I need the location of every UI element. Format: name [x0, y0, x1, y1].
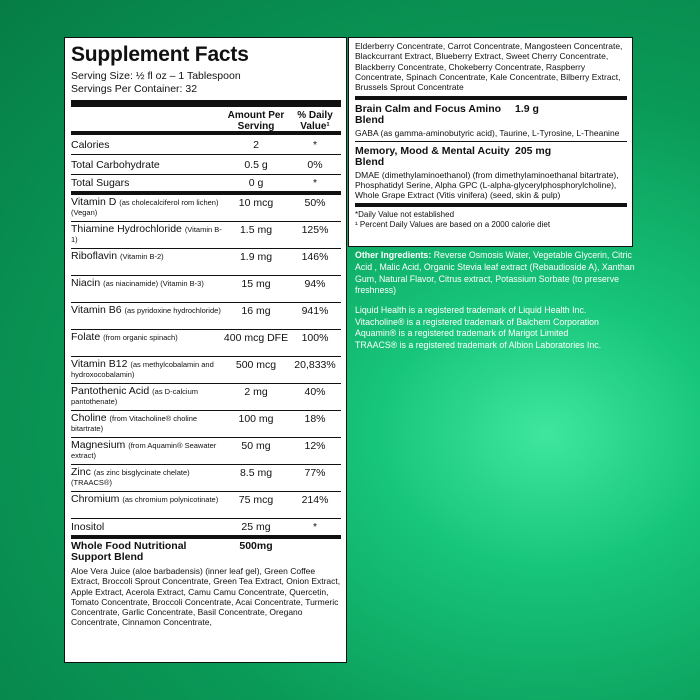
nutrient-name: Choline	[71, 412, 107, 424]
blend-amount: 500mg	[239, 540, 273, 552]
nutrient-cell	[71, 178, 223, 188]
panel-title: Supplement Facts	[71, 43, 249, 66]
nutrient-amount: 0.5 g	[244, 158, 268, 171]
nutrient-name: Niacin	[71, 277, 101, 289]
nutrient-name: Total Sugars	[71, 177, 130, 189]
nutrient-amount: 16 mg	[241, 305, 271, 317]
brain-blend-amount: 1.9 g	[515, 103, 539, 116]
nutrient-table	[71, 131, 341, 539]
nutrient-name: Calories	[71, 138, 110, 151]
nutrient-dv: *	[312, 138, 318, 151]
nutrient-name: Riboflavin	[71, 250, 118, 262]
supplement-facts-continued	[348, 37, 633, 247]
nutrient-cell	[71, 278, 223, 288]
nutrient-cell	[71, 140, 223, 150]
nutrient-cell	[71, 522, 223, 532]
nutrient-cell	[71, 305, 223, 315]
nutrient-source: (from organic spinach)	[103, 333, 178, 342]
nutrient-amount: 15 mg	[241, 278, 271, 290]
brain-blend	[355, 96, 627, 141]
trademark-line: Aquamin® is a registered trademark of Marigot Limited	[355, 328, 569, 338]
nutrient-dv: 94%	[304, 278, 326, 290]
footnote-not-established: *Daily Value not established	[355, 210, 455, 220]
brain-blend-name: Brain Calm and Focus Amino Blend	[355, 103, 502, 127]
nutrient-source: (from Aquamin® Seawater extract)	[71, 441, 217, 460]
nutrient-row	[71, 195, 341, 222]
nutrient-dv: 18%	[304, 413, 326, 425]
nutrient-dv: 146%	[301, 251, 329, 263]
memory-blend-amount: 205 mg	[515, 145, 552, 158]
nutrient-row	[71, 155, 341, 175]
nutrient-source: (as niacinamide) (Vitamin B-3)	[103, 279, 204, 288]
nutrient-cell	[71, 386, 223, 406]
nutrient-cell	[71, 440, 223, 460]
nutrient-row	[71, 175, 341, 195]
nutrient-row	[71, 249, 341, 276]
nutrient-row	[71, 492, 341, 519]
servings-per-container: Servings Per Container: 32	[71, 83, 198, 95]
nutrient-row	[71, 384, 341, 411]
nutrient-amount: 25 mg	[241, 521, 271, 533]
nutrient-amount: 400 mcg DFE	[223, 332, 289, 344]
nutrient-amount: 50 mg	[241, 440, 271, 452]
nutrient-dv: 214%	[301, 494, 329, 506]
nutrient-row	[71, 438, 341, 465]
nutrient-dv: 0%	[307, 158, 323, 171]
nutrient-dv: 20,833%	[294, 359, 336, 371]
nutrient-amount: 100 mg	[238, 413, 274, 425]
nutrient-row	[71, 222, 341, 249]
nutrient-name: Magnesium	[71, 439, 126, 451]
nutrient-dv: 12%	[304, 440, 326, 452]
other-ingredients-text: Reverse Osmosis Water, Vegetable Glycerin, Citric Acid , Malic Acid, Organic Stevia leaf extract (Rebaudioside A), Xanthan Gum, Natural Flavor, Citrus extract, Potassium Sorbate (to preserve freshness)	[355, 250, 635, 296]
blend-continued: Elderberry Concentrate, Carrot Concentrate, Mangosteen Concentrate, Blackcurrant Extract, Blueberry Extract, Sweet Cherry Concentrate, Blackberry Concentrate, Chokeberry Concentrate, Raspberry Concentrate, Spinach Concentrate, Kale Concentrate, Bilberry Extract, Brussels Sprout Concentrate	[355, 41, 623, 93]
nutrient-dv: 77%	[304, 467, 326, 479]
nutrient-source: (from Vitacholine® choline bitartrate)	[71, 414, 198, 433]
nutrient-row	[71, 330, 341, 357]
nutrient-row	[71, 357, 341, 384]
nutrient-cell	[71, 413, 223, 433]
nutrient-name: Vitamin B12	[71, 358, 128, 370]
nutrient-cell	[71, 197, 223, 217]
nutrient-amount: 2 mg	[244, 386, 268, 398]
nutrient-source: (as cholecalciferol rom lichen) (Vegan)	[71, 198, 219, 217]
nutrient-dv: 50%	[304, 197, 326, 209]
footnotes	[355, 203, 627, 230]
nutrient-source: (Vitamin B-2)	[120, 252, 164, 261]
nutrient-cell	[71, 332, 223, 342]
nutrient-row	[71, 135, 341, 155]
trademarks	[355, 305, 655, 351]
dv-header: % Daily Value¹	[297, 110, 333, 132]
nutrient-name: Vitamin D	[71, 196, 117, 208]
nutrient-source: (as zinc bisglycinate chelate) (TRAACS®)	[71, 468, 190, 487]
nutrient-amount: 75 mcg	[238, 494, 274, 506]
nutrient-source: (as pyridoxine hydrochloride)	[124, 306, 221, 315]
nutrient-dv: 125%	[301, 224, 329, 236]
serving-size: Serving Size: ½ fl oz – 1 Tablespoon	[71, 70, 241, 82]
nutrient-name: Inositol	[71, 521, 105, 533]
nutrient-amount: 2	[253, 138, 259, 151]
nutrient-dv: *	[312, 177, 318, 189]
nutrient-cell	[71, 359, 223, 379]
nutrient-row	[71, 411, 341, 438]
nutrient-source: (Vitamin B-1)	[71, 225, 222, 244]
brain-blend-ingredients: GABA (as gamma-aminobutyric acid), Taurine, L-Tyrosine, L-Theanine	[355, 128, 620, 139]
nutrient-name: Pantothenic Acid	[71, 385, 150, 397]
nutrient-dv: 40%	[304, 386, 326, 398]
supplement-facts-panel	[64, 37, 347, 663]
nutrient-dv: *	[312, 521, 318, 533]
nutrient-dv: 100%	[301, 332, 329, 344]
nutrient-name: Thiamine Hydrochloride	[71, 223, 182, 235]
nutrient-cell	[71, 251, 223, 261]
other-ingredients-label: Other Ingredients:	[355, 250, 432, 260]
nutrient-cell	[71, 467, 223, 487]
nutrient-row	[71, 465, 341, 492]
nutrient-name: Folate	[71, 331, 101, 343]
nutrient-amount: 10 mcg	[238, 197, 274, 209]
trademark-line: TRAACS® is a registered trademark of Albion Laboratories Inc.	[355, 339, 602, 350]
nutrient-name: Total Carbohydrate	[71, 158, 160, 171]
column-header	[71, 100, 341, 131]
memory-blend	[355, 141, 627, 203]
blend-ingredients: Aloe Vera Juice (aloe barbadensis) (inner leaf gel), Green Coffee Extract, Broccoli Sprout Concentrate, Green Tea Extract, Onion Extract, Apple Extract, Acerola Extract, Camu Camu Concentrate, Quercetin, Tomato Concentrate, Broccoli Concentrate, Acai Concentrate, Turmeric Concentrate, Garlic Concentrate, Basil Concentrate, Oregano Concentrate, Cinnamon Concentrate,	[71, 566, 341, 628]
nutrient-source: (as methylcobalamin and hydroxocobalamin)	[71, 360, 214, 379]
blend-name: Whole Food Nutritional Support Blend	[71, 540, 187, 563]
nutrient-amount: 1.5 mg	[239, 224, 273, 236]
nutrient-name: Zinc	[71, 466, 91, 478]
trademark-line: Vitacholine® is a registered trademark of Balchem Corporation	[355, 316, 599, 327]
trademark-line: Liquid Health is a registered trademark of Liquid Health Inc.	[355, 305, 587, 315]
nutrient-dv: 941%	[301, 305, 329, 317]
nutrient-cell	[71, 160, 223, 170]
nutrient-source: (as chromium polynicotinate)	[122, 495, 219, 504]
nutrient-name: Vitamin B6	[71, 304, 122, 316]
whole-food-blend-header	[71, 539, 341, 563]
other-ingredients	[355, 250, 640, 297]
memory-blend-name: Memory, Mood & Mental Acuity Blend	[355, 145, 510, 169]
nutrient-cell	[71, 494, 223, 504]
footnote-percent: ¹ Percent Daily Values are based on a 2000 calorie diet	[355, 220, 551, 230]
amount-header: Amount Per Serving	[227, 110, 285, 132]
nutrient-amount: 0 g	[248, 177, 264, 189]
nutrient-name: Chromium	[71, 493, 120, 505]
nutrient-row	[71, 276, 341, 303]
nutrient-amount: 1.9 mg	[239, 251, 273, 263]
memory-blend-ingredients: DMAE (dimethylaminoethanol) (from dimethylaminoethanal bitartrate), Phosphatidyl Serine, Alpha GPC (L-alpha-glycerylphosphorylcholine), Whole Grape Extract (Vitis vinifera) (seed, skin & pulp)	[355, 170, 619, 201]
nutrient-row	[71, 519, 341, 539]
nutrient-row	[71, 303, 341, 330]
nutrient-amount: 8.5 mg	[239, 467, 273, 479]
nutrient-cell	[71, 224, 223, 244]
nutrient-source: (as D-calcium pantothenate)	[71, 387, 198, 406]
nutrient-amount: 500 mcg	[235, 359, 277, 371]
